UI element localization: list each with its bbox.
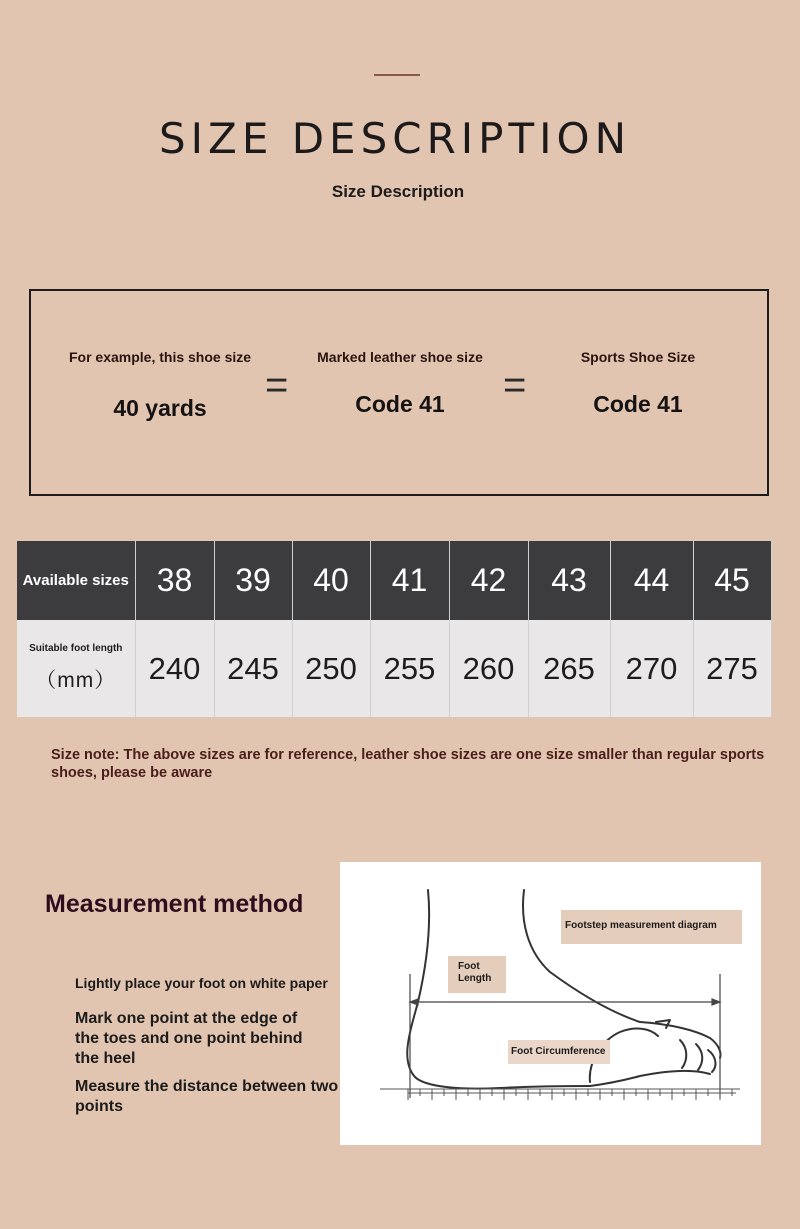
size-cell: 44 xyxy=(610,541,693,620)
size-cell: 38 xyxy=(135,541,214,620)
row-label-available-sizes: Available sizes xyxy=(17,541,135,620)
size-example-box xyxy=(29,289,769,496)
size-cell: 40 xyxy=(292,541,370,620)
measurement-step-3: Measure the distance between two points xyxy=(75,1078,339,1115)
foot-length-unit: （mm） xyxy=(35,669,117,692)
measurement-method-title: Measurement method xyxy=(45,890,304,918)
size-cell: 45 xyxy=(693,541,771,620)
foot-circumference-label: Foot Circumference xyxy=(508,1040,610,1064)
length-cell: 260 xyxy=(449,620,528,717)
example-value: Code 41 xyxy=(355,391,445,417)
example-label: Sports Shoe Size xyxy=(580,349,696,365)
accent-line xyxy=(374,74,420,76)
page-title: SIZE DESCRIPTION xyxy=(159,114,631,163)
example-value: 40 yards xyxy=(113,395,207,421)
size-cell: 41 xyxy=(370,541,449,620)
example-column-sports xyxy=(543,349,733,418)
diagram-title-label: Footstep measurement diagram xyxy=(561,910,742,944)
size-chart-table xyxy=(17,541,772,717)
example-column-shoe-size xyxy=(65,349,255,422)
length-cell: 275 xyxy=(693,620,771,717)
table-row-sizes xyxy=(17,541,771,620)
foot-measurement-diagram xyxy=(340,862,761,1145)
equals-sign: = xyxy=(265,363,289,407)
size-cell: 43 xyxy=(528,541,610,620)
size-cell: 42 xyxy=(449,541,528,620)
length-cell: 265 xyxy=(528,620,610,717)
size-note: Size note: The above sizes are for reference, leather shoe sizes are one size smaller than regular sports shoes, please be aware xyxy=(51,747,765,781)
length-cell: 250 xyxy=(292,620,370,717)
equals-sign: = xyxy=(503,363,527,407)
measurement-step-2: Mark one point at the edge of the toes and one point behind the heel xyxy=(75,1010,303,1067)
example-label: Marked leather shoe size xyxy=(317,349,483,365)
foot-length-diagram-label: Foot Length xyxy=(448,956,506,993)
size-cell: 39 xyxy=(214,541,292,620)
example-label: For example, this shoe size xyxy=(68,349,252,365)
example-value: Code 41 xyxy=(593,391,683,417)
length-cell: 270 xyxy=(610,620,693,717)
row-label-foot-length xyxy=(17,620,135,717)
table-row-foot-length xyxy=(17,620,771,717)
measurement-step-1: Lightly place your foot on white paper xyxy=(75,975,328,991)
length-cell: 255 xyxy=(370,620,449,717)
foot-length-label: Suitable foot length xyxy=(29,643,123,654)
page-subtitle: Size Description xyxy=(331,182,465,201)
length-cell: 245 xyxy=(214,620,292,717)
example-column-leather xyxy=(303,349,497,418)
foot-diagram-illustration xyxy=(340,862,761,1145)
length-cell: 240 xyxy=(135,620,214,717)
